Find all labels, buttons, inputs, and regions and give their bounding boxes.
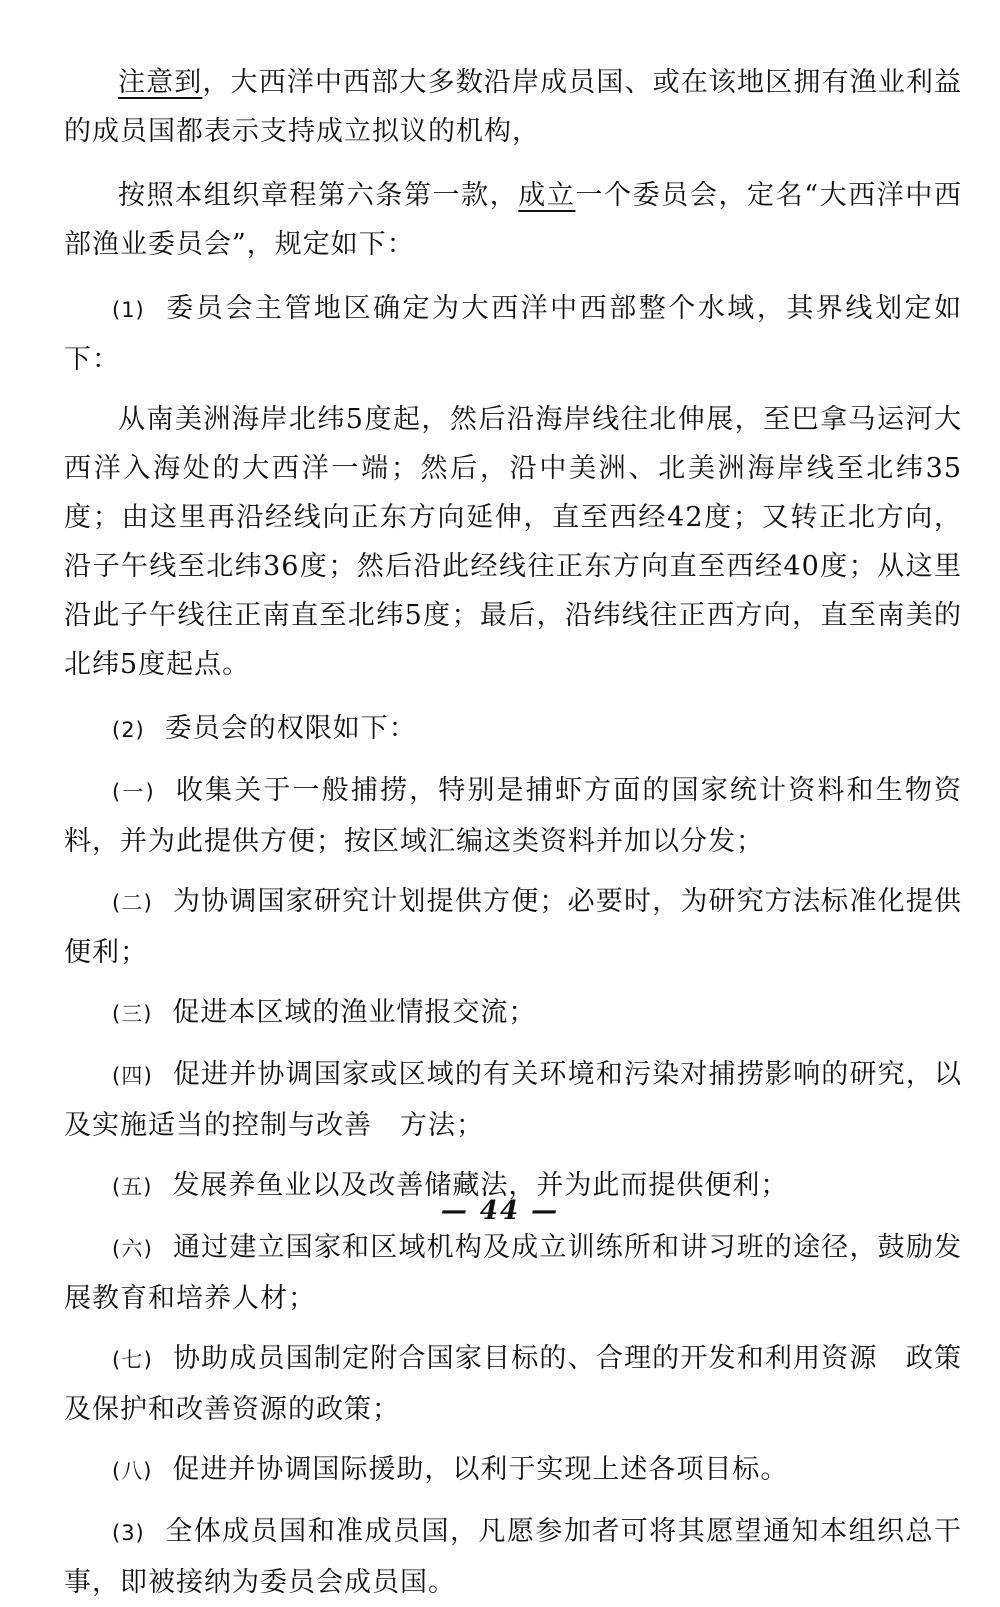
item-number: (一) xyxy=(112,780,155,804)
section-text: 委员会的权限如下： xyxy=(164,713,417,744)
section-number: (2) xyxy=(112,718,145,742)
list-item xyxy=(64,766,962,866)
section-number: (1) xyxy=(112,298,145,322)
item-text: 为协调国家研究计划提供方便；必要时，为研究方法标准化提供便利； xyxy=(64,886,962,968)
item-number: (二) xyxy=(112,891,153,915)
item-number: (三) xyxy=(112,1002,153,1026)
underlined-phrase: 成立 xyxy=(518,180,576,211)
section-3-paragraph xyxy=(64,1507,962,1607)
paragraph-text: 一个委员会，定名“大西洋中西部渔业委员会”，规定如下： xyxy=(64,180,962,260)
underlined-phrase: 注意到 xyxy=(118,67,203,98)
item-number: (七) xyxy=(112,1348,153,1372)
item-number: (五) xyxy=(112,1175,153,1199)
item-text: 发展养鱼业以及改善储藏法，并为此而提供便利； xyxy=(172,1170,789,1201)
item-number: (六) xyxy=(112,1237,153,1261)
list-item xyxy=(64,988,962,1039)
item-text: 协助成员国制定附合国家目标的、合理的开发和利用资源 政策及保护和改善资源的政策； xyxy=(64,1343,962,1425)
item-text: 促进本区域的渔业情报交流； xyxy=(172,997,537,1028)
item-text: 收集关于一般捕捞，特别是捕虾方面的国家统计资料和生物资料，并为此提供方便；按区域汇编这类资料并加以分发； xyxy=(64,775,963,857)
item-number: (四) xyxy=(112,1064,153,1088)
section-text: 委员会主管地区确定为大西洋中西部整个水域，其界线划定如下： xyxy=(64,293,962,375)
item-text: 促进并协调国际援助，以利于实现上述各项目标。 xyxy=(172,1454,789,1485)
list-item xyxy=(64,1223,962,1323)
preamble-paragraph-1 xyxy=(64,58,962,156)
paragraph-text: ，大西洋中西部大多数沿岸成员国、或在该地区拥有渔业利益的成员国都表示支持成立拟议的机构， xyxy=(64,67,963,147)
item-text: 通过建立国家和区域机构及成立训练所和讲习班的途径，鼓励发展教育和培养人材； xyxy=(64,1232,962,1314)
section-2-heading xyxy=(64,704,962,755)
list-item xyxy=(64,1445,962,1496)
list-item xyxy=(64,1050,962,1150)
section-number: (3) xyxy=(112,1521,145,1545)
section-text: 全体成员国和准成员国，凡愿参加者可将其愿望通知本组织总干事，即被接纳为委员会成员国。 xyxy=(64,1516,962,1598)
item-text: 促进并协调国家或区域的有关环境和污染对捕捞影响的研究，以及实施适当的控制与改善 方法； xyxy=(64,1059,962,1141)
preamble-paragraph-2 xyxy=(64,171,962,269)
list-item xyxy=(64,1334,962,1434)
paragraph-text: 按照本组织章程第六条第一款， xyxy=(118,180,519,211)
boundary-description xyxy=(64,395,962,689)
paragraph-text: 从南美洲海岸北纬5度起，然后沿海岸线往北伸展，至巴拿马运河大西洋入海处的大西洋一端；然后，沿中美洲、北美洲海岸线至北纬35度；由这里再沿经线向正东方向延伸，直至西经42度；又转正北方向，沿子午线至北纬36度；然后沿此经线往正东方向直至西经40度；从这里沿此子午线往正南直至北纬5度；最后，沿纬线往正西方向，直至南美的北纬5度起点。 xyxy=(64,404,962,680)
section-1-heading xyxy=(64,284,962,384)
item-number: (八) xyxy=(112,1459,153,1483)
page-number: — 44 — xyxy=(440,1196,560,1226)
list-item xyxy=(64,877,962,977)
